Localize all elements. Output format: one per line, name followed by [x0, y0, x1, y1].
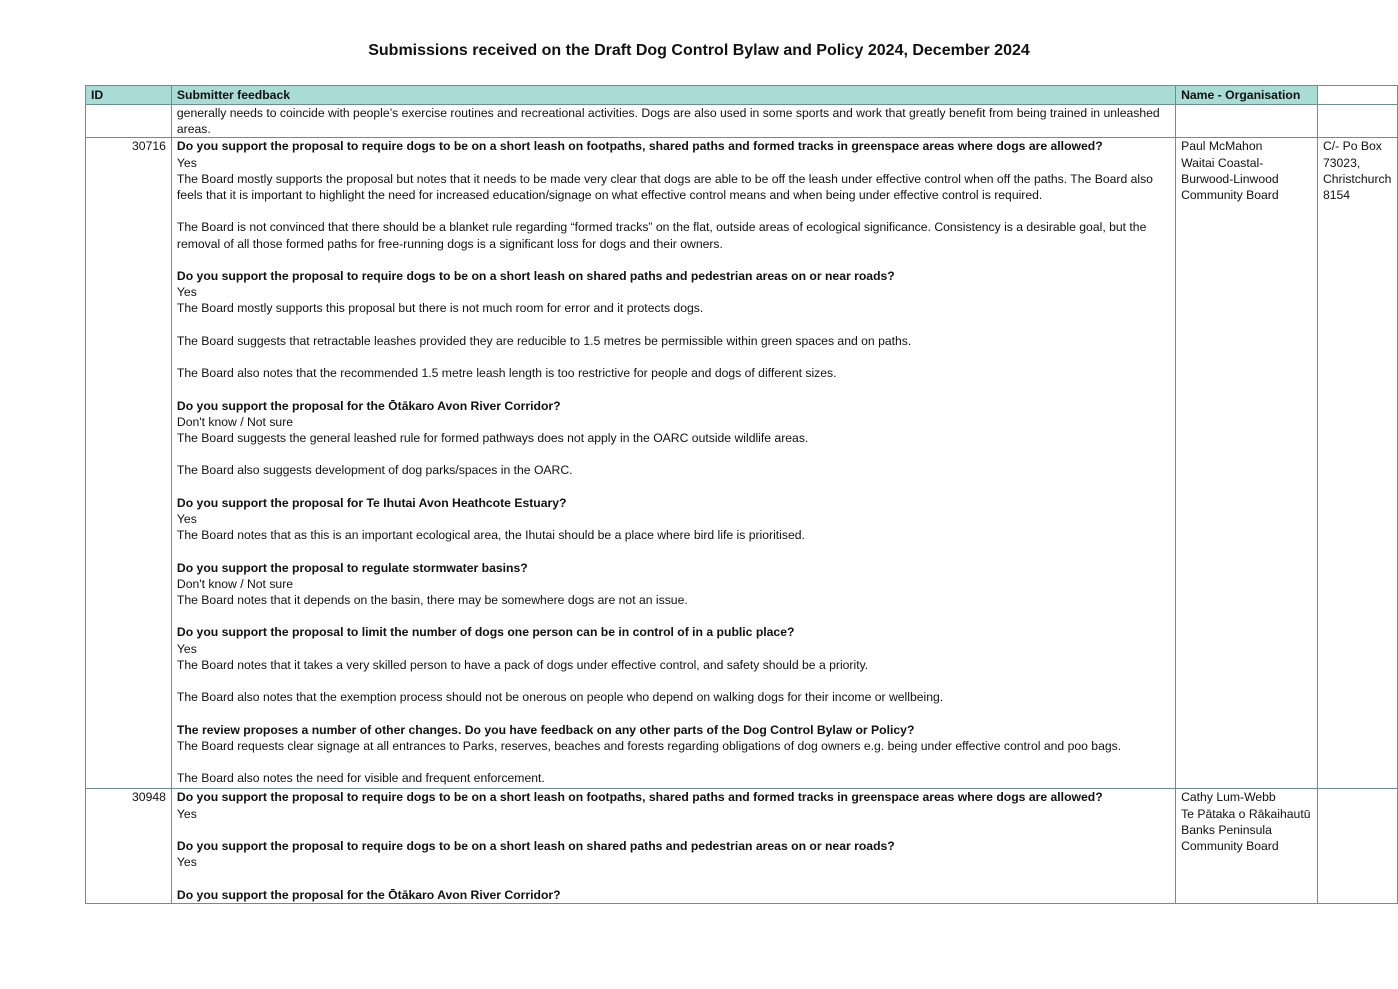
submission-feedback — [171, 789, 1175, 903]
comment: The Board notes that it depends on the basin, there may be somewhere dogs are not an issue. — [176, 592, 688, 607]
answer: Yes — [176, 285, 197, 300]
comment: The Board mostly supports the proposal but notes that it needs to be made very clear that dogs are able to be off the leash under effective control when off the paths. The Board also feels that it is important to highlight the need for increased education/signage on what effective control means and when being under effective control is required. — [176, 171, 1153, 203]
question: Do you support the proposal for the Ōtākaro Avon River Corridor? — [176, 398, 561, 413]
continuation-feedback-cell — [171, 105, 1175, 138]
answer: Don't know / Not sure — [176, 414, 294, 429]
address-line: C/- Po Box — [1322, 139, 1382, 154]
submission-feedback — [171, 138, 1175, 789]
comment: The Board also notes the need for visible and frequent enforcement. — [176, 771, 545, 786]
table-row-continuation — [86, 105, 1398, 138]
question: Do you support the proposal for the Ōtākaro Avon River Corridor? — [176, 887, 561, 902]
continuation-line: generally needs to coincide with people’s exercise routines and recreational activities. Dogs are also used in some sports and work that greatly benefit from being trained in unleashed — [176, 106, 1160, 120]
table-row — [86, 138, 1398, 789]
comment: The Board notes that it takes a very skilled person to have a pack of dogs under effective control, and safety should be a priority. — [176, 657, 869, 672]
name-line: Banks Peninsula — [1181, 822, 1272, 837]
question: Do you support the proposal for Te Ihutai Avon Heathcote Estuary? — [176, 495, 567, 510]
continuation-name-cell — [1176, 105, 1318, 138]
header-empty — [1317, 86, 1397, 105]
submitter-name-organisation — [1176, 138, 1318, 789]
question: Do you support the proposal to require dogs to be on a short leash on footpaths, shared paths and formed tracks in greenspace areas where dogs are allowed? — [176, 139, 1103, 154]
answer: Yes — [176, 806, 197, 821]
address-line: Christchurch — [1322, 171, 1392, 186]
address-line: 8154 — [1322, 188, 1351, 203]
comment: The Board also suggests development of dog parks/spaces in the OARC. — [176, 463, 573, 478]
submission-id: 30948 — [86, 789, 172, 903]
header-feedback: Submitter feedback — [171, 86, 1175, 105]
submitter-address — [1317, 138, 1397, 789]
header-name-organisation: Name - Organisation — [1176, 86, 1318, 105]
address-line: 73023, — [1322, 155, 1361, 170]
question: Do you support the proposal to regulate stormwater basins? — [176, 560, 528, 575]
name-line: Burwood-Linwood — [1181, 171, 1279, 186]
question: Do you support the proposal to limit the number of dogs one person can be in control of in a public place? — [176, 625, 795, 640]
name-line: Cathy Lum-Webb — [1181, 790, 1276, 805]
comment: The Board mostly supports this proposal but there is not much room for error and it protects dogs. — [176, 301, 704, 316]
name-line: Te Pātaka o Rākaihautū — [1181, 806, 1311, 821]
name-line: Community Board — [1181, 839, 1279, 854]
answer: Yes — [176, 855, 197, 870]
comment: The Board requests clear signage at all entrances to Parks, reserves, beaches and forests regarding obligations of dog owners e.g. being under effective control and poo bags. — [176, 738, 1122, 753]
table-header-row — [86, 86, 1398, 105]
comment: The Board is not convinced that there should be a blanket rule regarding “formed tracks” on the flat, outside areas of ecological significance. Consistency is a desirable goal, but the removal of all those formed paths for free-running dogs is a significant loss for dogs and their owners. — [176, 220, 1147, 251]
name-line: Paul McMahon — [1181, 139, 1263, 154]
continuation-id-cell — [86, 105, 172, 138]
comment: The Board suggests the general leashed rule for formed pathways does not apply in the OARC outside wildlife areas. — [176, 430, 809, 445]
header-id: ID — [86, 86, 172, 105]
comment: The Board also notes that the exemption process should not be onerous on people who depend on walking dogs for their income or wellbeing. — [176, 690, 944, 705]
question: Do you support the proposal to require dogs to be on a short leash on footpaths, shared paths and formed tracks in greenspace areas where dogs are allowed? — [176, 790, 1103, 805]
answer: Don't know / Not sure — [176, 576, 294, 591]
comment: The Board suggests that retractable leashes provided they are reducible to 1.5 metres be permissible within green spaces and on paths. — [176, 333, 912, 348]
document-title: Submissions received on the Draft Dog Control Bylaw and Policy 2024, December 2024 — [368, 42, 1030, 59]
submitter-name-organisation — [1176, 789, 1318, 903]
table-row — [86, 789, 1398, 903]
name-line: Waitai Coastal- — [1181, 155, 1264, 170]
answer: Yes — [176, 641, 197, 656]
answer: Yes — [176, 155, 197, 170]
comment: The Board also notes that the recommended 1.5 metre leash length is too restrictive for people and dogs of different sizes. — [176, 366, 837, 381]
submission-id: 30716 — [86, 138, 172, 789]
answer: Yes — [176, 511, 197, 526]
name-line: Community Board — [1181, 188, 1279, 203]
continuation-line: areas. — [176, 122, 211, 137]
question: Do you support the proposal to require dogs to be on a short leash on shared paths and pedestrian areas on or near roads? — [176, 839, 895, 853]
submissions-table — [85, 85, 1398, 904]
question: Do you support the proposal to require dogs to be on a short leash on shared paths and pedestrian areas on or near roads? — [176, 269, 895, 283]
comment: The Board notes that as this is an important ecological area, the Ihutai should be a place where bird life is prioritised. — [176, 528, 805, 543]
question: The review proposes a number of other changes. Do you have feedback on any other parts of the Dog Control Bylaw or Policy? — [176, 722, 915, 737]
